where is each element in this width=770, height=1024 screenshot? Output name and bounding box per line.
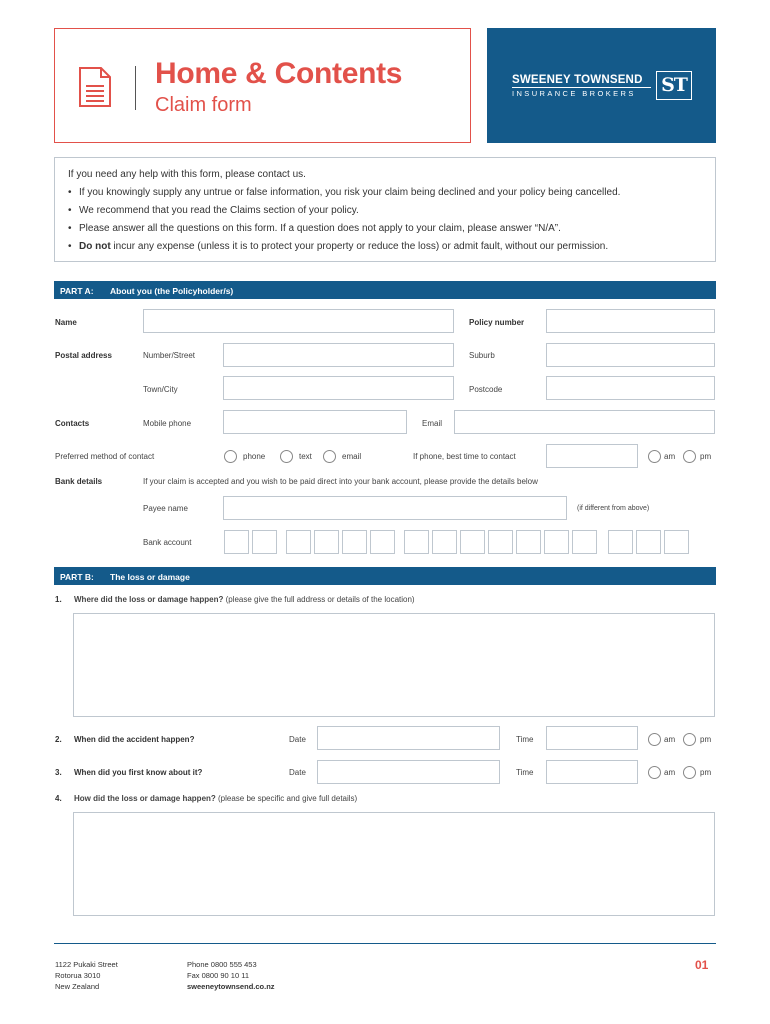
- q2-date-label: Date: [289, 735, 306, 744]
- best-time-input[interactable]: [546, 444, 638, 468]
- info-intro: If you need any help with this form, please contact us.: [68, 169, 306, 180]
- loss-location-textarea[interactable]: [73, 613, 715, 717]
- logo-name: SWEENEY TOWNSEND: [512, 74, 643, 86]
- q2-am-radio[interactable]: [648, 733, 661, 746]
- am-radio[interactable]: [648, 450, 661, 463]
- am-label: am: [664, 452, 676, 461]
- bank-account-digit[interactable]: [370, 530, 395, 554]
- footer-website[interactable]: sweeneytownsend.co.nz: [187, 982, 275, 991]
- payee-label: Payee name: [143, 504, 188, 513]
- bank-account-digit[interactable]: [544, 530, 569, 554]
- first-known-time-input[interactable]: [546, 760, 638, 784]
- bank-account-digit[interactable]: [460, 530, 485, 554]
- bank-account-digit[interactable]: [516, 530, 541, 554]
- bank-account-digit[interactable]: [314, 530, 339, 554]
- page-title: Home & Contents: [155, 57, 403, 90]
- q4-number: 4.: [55, 794, 62, 803]
- bank-account-digit[interactable]: [488, 530, 513, 554]
- mobile-label: Mobile phone: [143, 419, 192, 428]
- document-icon: [78, 66, 112, 108]
- bank-account-label: Bank account: [143, 538, 192, 547]
- footer-fax: Fax 0800 90 10 11: [187, 971, 249, 980]
- contacts-label: Contacts: [55, 419, 90, 428]
- text-option-label: text: [299, 452, 312, 461]
- page-number: 01: [695, 958, 709, 972]
- q2-pm-label: pm: [700, 735, 712, 744]
- bank-account-digit[interactable]: [286, 530, 311, 554]
- phone-option-label: phone: [243, 452, 266, 461]
- q4-question: How did the loss or damage happen? (please be specific and give full details): [74, 794, 358, 803]
- q3-time-label: Time: [516, 768, 534, 777]
- footer-phone: Phone 0800 555 453: [187, 960, 257, 969]
- bank-account-digit[interactable]: [608, 530, 633, 554]
- q2-time-label: Time: [516, 735, 534, 744]
- name-label: Name: [55, 318, 77, 327]
- info-bullet: • If you knowingly supply any untrue or false information, you risk your claim being declined and your policy being cancelled.: [68, 187, 620, 198]
- email-radio[interactable]: [323, 450, 336, 463]
- title-divider: [135, 66, 136, 110]
- suburb-input[interactable]: [546, 343, 715, 367]
- number-street-input[interactable]: [223, 343, 454, 367]
- bank-account-digit[interactable]: [252, 530, 277, 554]
- info-bullet: • Do not incur any expense (unless it is to protect your property or reduce the loss) or admit fault, without our permission.: [68, 241, 608, 252]
- footer-contact: [187, 959, 275, 992]
- q3-pm-label: pm: [700, 768, 712, 777]
- suburb-label: Suburb: [469, 351, 495, 360]
- part-a-header: PART A: About you (the Policyholder/s): [54, 281, 716, 299]
- q1-question: Where did the loss or damage happen? (please give the full address or details of the location): [74, 595, 415, 604]
- bank-account-digit[interactable]: [224, 530, 249, 554]
- bank-details-note: If your claim is accepted and you wish to be paid direct into your bank account, please provide the details below: [143, 477, 538, 486]
- q3-am-radio[interactable]: [648, 766, 661, 779]
- q3-pm-radio[interactable]: [683, 766, 696, 779]
- accident-time-input[interactable]: [546, 726, 638, 750]
- town-city-label: Town/City: [143, 385, 178, 394]
- bank-details-label: Bank details: [55, 477, 103, 486]
- bank-account-digit[interactable]: [636, 530, 661, 554]
- logo-tagline: INSURANCE BROKERS: [512, 89, 636, 98]
- q2-number: 2.: [55, 735, 62, 744]
- accident-date-input[interactable]: [317, 726, 500, 750]
- email-label: Email: [422, 419, 443, 428]
- info-bullet: • We recommend that you read the Claims section of your policy.: [68, 205, 359, 216]
- loss-description-textarea[interactable]: [73, 812, 715, 916]
- info-bullet: • Please answer all the questions on this form. If a question does not apply to your claim, please answer “N/A”.: [68, 223, 561, 234]
- part-b-header: PART B: The loss or damage: [54, 567, 716, 585]
- mobile-input[interactable]: [223, 410, 407, 434]
- page-subtitle: Claim form: [155, 94, 252, 116]
- postcode-label: Postcode: [469, 385, 503, 394]
- q2-am-label: am: [664, 735, 676, 744]
- q1-number: 1.: [55, 595, 62, 604]
- text-radio[interactable]: [280, 450, 293, 463]
- q2-pm-radio[interactable]: [683, 733, 696, 746]
- bank-account-digit[interactable]: [342, 530, 367, 554]
- q3-date-label: Date: [289, 768, 306, 777]
- footer-address: 1122 Pukaki Street Rotorua 3010 New Zealand: [55, 960, 118, 991]
- payee-note: (if different from above): [577, 505, 650, 512]
- pm-label: pm: [700, 452, 712, 461]
- best-time-label: If phone, best time to contact: [413, 452, 516, 461]
- q3-question: When did you first know about it?: [74, 768, 203, 777]
- bank-account-digit[interactable]: [664, 530, 689, 554]
- logo-mark: ST: [656, 71, 692, 100]
- postal-address-label: Postal address: [55, 351, 112, 360]
- pm-radio[interactable]: [683, 450, 696, 463]
- payee-input[interactable]: [223, 496, 567, 520]
- postcode-input[interactable]: [546, 376, 715, 400]
- bank-account-digit[interactable]: [572, 530, 597, 554]
- logo-divider: [512, 87, 651, 88]
- email-input[interactable]: [454, 410, 715, 434]
- q3-number: 3.: [55, 768, 62, 777]
- preferred-contact-label: Preferred method of contact: [55, 452, 155, 461]
- q3-am-label: am: [664, 768, 676, 777]
- email-option-label: email: [342, 452, 362, 461]
- number-street-label: Number/Street: [143, 351, 196, 360]
- footer-divider: [54, 943, 716, 944]
- bank-account-digit[interactable]: [404, 530, 429, 554]
- town-city-input[interactable]: [223, 376, 454, 400]
- policy-number-label: Policy number: [469, 318, 525, 327]
- first-known-date-input[interactable]: [317, 760, 500, 784]
- bank-account-digit[interactable]: [432, 530, 457, 554]
- name-input[interactable]: [143, 309, 454, 333]
- policy-number-input[interactable]: [546, 309, 715, 333]
- q2-question: When did the accident happen?: [74, 735, 195, 744]
- phone-radio[interactable]: [224, 450, 237, 463]
